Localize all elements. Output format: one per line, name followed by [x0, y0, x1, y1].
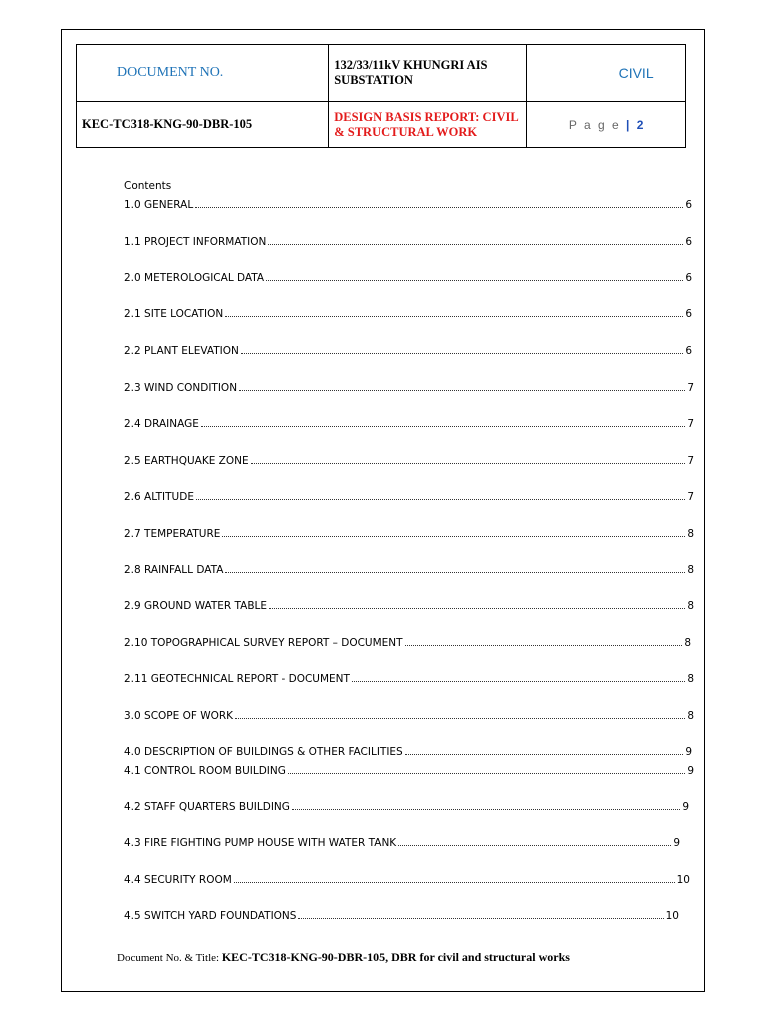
toc-page-number: 9	[682, 801, 689, 813]
toc-page-number: 9	[687, 765, 694, 777]
toc-entry-label: 2.6 ALTITUDE	[124, 491, 194, 503]
toc-page-number: 7	[687, 491, 694, 503]
toc-entry-4-5[interactable]	[124, 909, 679, 923]
toc-entry-label: 4.3 FIRE FIGHTING PUMP HOUSE WITH WATER TANK	[124, 837, 397, 849]
toc-page-number: 6	[685, 236, 692, 248]
toc-entry-2-0[interactable]	[124, 271, 692, 285]
toc-leader-dots	[266, 271, 683, 281]
toc-entry-2-3[interactable]	[124, 381, 694, 395]
toc-entry-label: 4.4 SECURITY ROOM	[124, 874, 232, 886]
toc-page-number: 9	[673, 837, 680, 849]
toc-leader-dots	[405, 745, 684, 755]
toc-page-number: 8	[687, 710, 694, 722]
toc-entry-4-1[interactable]	[124, 764, 694, 778]
toc-entry-2-7[interactable]	[124, 527, 694, 541]
toc-leader-dots	[222, 527, 685, 537]
toc-entry-3-0[interactable]	[124, 709, 694, 723]
toc-entry-label: 1.1 PROJECT INFORMATION	[124, 236, 267, 248]
page-label: P a g e	[568, 117, 621, 132]
contents-heading: Contents	[124, 180, 172, 192]
toc-leader-dots	[298, 909, 663, 919]
toc-page-number: 10	[676, 874, 690, 886]
toc-page-number: 7	[687, 455, 694, 467]
toc-entry-label: 1.0 GENERAL	[124, 199, 194, 211]
page-number: 2	[636, 117, 644, 132]
toc-page-number: 7	[687, 418, 694, 430]
toc-leader-dots	[241, 344, 683, 354]
toc-entry-1-0[interactable]	[124, 198, 692, 212]
toc-leader-dots	[196, 490, 685, 500]
page-indicator	[527, 102, 686, 148]
toc-leader-dots	[225, 563, 685, 573]
toc-entry-2-9[interactable]	[124, 599, 694, 613]
toc-page-number: 8	[687, 673, 694, 685]
toc-page-number: 6	[685, 308, 692, 320]
toc-page-number: 10	[665, 910, 679, 922]
page-footer	[117, 950, 570, 965]
toc-entry-label: 2.8 RAINFALL DATA	[124, 564, 224, 576]
discipline-label: CIVIL	[527, 45, 686, 102]
toc-entry-4-4[interactable]	[124, 873, 690, 887]
toc-entry-label: 2.5 EARTHQUAKE ZONE	[124, 455, 249, 467]
toc-page-number: 8	[684, 637, 691, 649]
toc-entry-label: 2.2 PLANT ELEVATION	[124, 345, 239, 357]
toc-entry-label: 4.5 SWITCH YARD FOUNDATIONS	[124, 910, 297, 922]
document-number-value: KEC-TC318-KNG-90-DBR-105	[77, 102, 329, 148]
toc-entry-2-11[interactable]	[124, 672, 694, 686]
toc-entry-label: 4.0 DESCRIPTION OF BUILDINGS & OTHER FACILITIES	[124, 746, 403, 758]
toc-page-number: 7	[687, 382, 694, 394]
toc-entry-1-1[interactable]	[124, 235, 692, 249]
page-separator: |	[625, 117, 632, 132]
toc-entry-2-6[interactable]	[124, 490, 694, 504]
toc-entry-label: 2.10 TOPOGRAPHICAL SURVEY REPORT – DOCUMENT	[124, 637, 403, 649]
toc-page-number: 6	[685, 199, 692, 211]
toc-entry-label: 2.0 METEROLOGICAL DATA	[124, 272, 265, 284]
toc-leader-dots	[235, 709, 685, 719]
toc-entry-label: 2.4 DRAINAGE	[124, 418, 199, 430]
toc-leader-dots	[239, 381, 685, 391]
toc-page-number: 8	[687, 564, 694, 576]
document-header-table	[76, 44, 686, 148]
toc-page-number: 8	[687, 600, 694, 612]
toc-leader-dots	[234, 873, 675, 883]
toc-page-number: 6	[685, 272, 692, 284]
toc-entry-2-8[interactable]	[124, 563, 694, 577]
toc-leader-dots	[398, 836, 671, 846]
toc-entry-2-2[interactable]	[124, 344, 692, 358]
toc-page-number: 8	[687, 528, 694, 540]
toc-entry-4-0[interactable]	[124, 745, 692, 759]
toc-entry-4-2[interactable]	[124, 800, 689, 814]
toc-entry-2-4[interactable]	[124, 417, 694, 431]
toc-entry-2-10[interactable]	[124, 636, 691, 650]
toc-entry-label: 2.11 GEOTECHNICAL REPORT - DOCUMENT	[124, 673, 350, 685]
toc-leader-dots	[225, 307, 683, 317]
toc-entry-2-5[interactable]	[124, 454, 694, 468]
toc-entry-2-1[interactable]	[124, 307, 692, 321]
toc-entry-label: 2.9 GROUND WATER TABLE	[124, 600, 268, 612]
toc-entry-label: 4.2 STAFF QUARTERS BUILDING	[124, 801, 290, 813]
toc-entry-label: 4.1 CONTROL ROOM BUILDING	[124, 765, 286, 777]
toc-leader-dots	[195, 198, 683, 208]
toc-leader-dots	[201, 417, 685, 427]
document-number-label: DOCUMENT NO.	[77, 45, 329, 102]
toc-entry-4-3[interactable]	[124, 836, 680, 850]
toc-leader-dots	[292, 800, 680, 810]
project-title: 132/33/11kV KHUNGRI AIS SUBSTATION	[329, 45, 527, 102]
toc-leader-dots	[268, 235, 683, 245]
toc-page-number: 6	[685, 345, 692, 357]
toc-leader-dots	[352, 672, 685, 682]
footer-document-title: KEC-TC318-KNG-90-DBR-105, DBR for civil and structural works	[221, 950, 570, 964]
toc-page-number: 9	[685, 746, 692, 758]
toc-entry-label: 3.0 SCOPE OF WORK	[124, 710, 234, 722]
report-title: DESIGN BASIS REPORT: CIVIL & STRUCTURAL WORK	[329, 102, 527, 148]
toc-leader-dots	[269, 599, 685, 609]
toc-entry-label: 2.3 WIND CONDITION	[124, 382, 238, 394]
toc-leader-dots	[288, 764, 685, 774]
toc-leader-dots	[251, 454, 686, 464]
toc-leader-dots	[405, 636, 683, 646]
toc-entry-label: 2.1 SITE LOCATION	[124, 308, 224, 320]
toc-entry-label: 2.7 TEMPERATURE	[124, 528, 221, 540]
footer-label: Document No. & Title:	[117, 952, 220, 964]
